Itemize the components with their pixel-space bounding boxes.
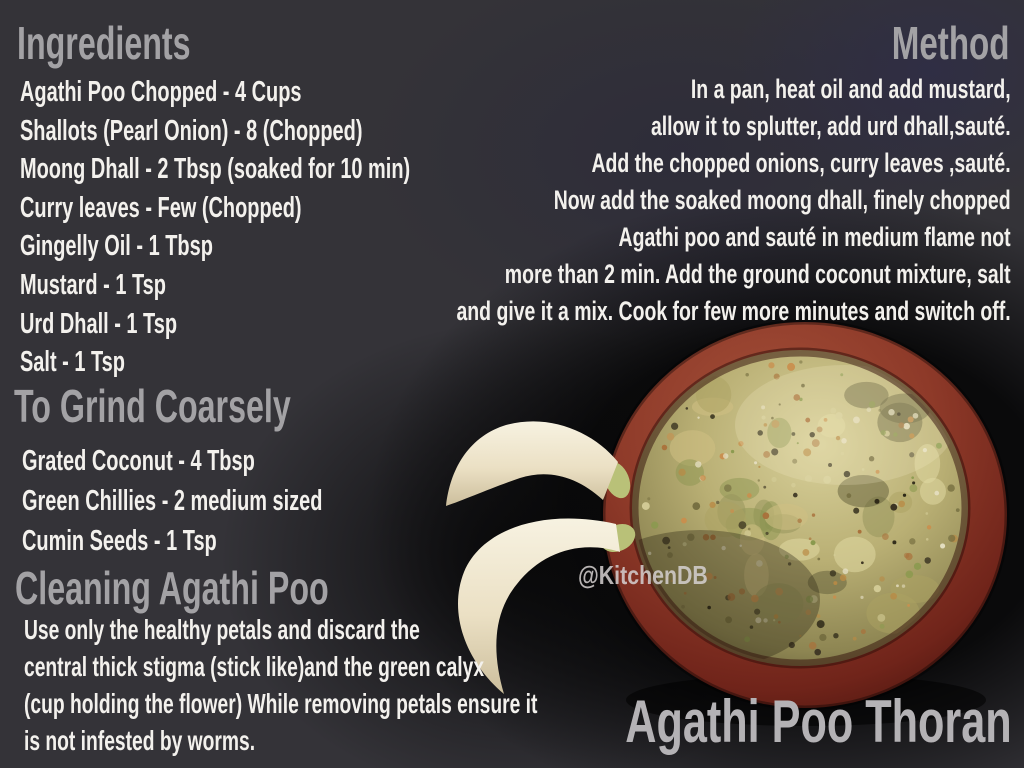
ingredient-item: Moong Dhall - 2 Tbsp (soaked for 10 min) xyxy=(20,153,411,186)
method-line: and give it a mix. Cook for few more minutes and switch off. xyxy=(456,296,1011,326)
ingredient-item: Mustard - 1 Tsp xyxy=(20,268,166,301)
cleaning-heading: Cleaning Agathi Poo xyxy=(15,562,329,614)
method-line: more than 2 min. Add the ground coconut mixture, salt xyxy=(505,259,1011,289)
ingredient-item: Salt - 1 Tsp xyxy=(20,346,125,379)
ingredient-item: Gingelly Oil - 1 Tbsp xyxy=(20,230,213,263)
method-line: Add the chopped onions, curry leaves ,sauté. xyxy=(591,148,1011,178)
method-line: In a pan, heat oil and add mustard, xyxy=(691,74,1011,104)
ingredient-item: Agathi Poo Chopped - 4 Cups xyxy=(20,76,302,108)
cleaning-line: is not infested by worms. xyxy=(24,725,256,756)
method-line: allow it to splutter, add urd dhall,sauté. xyxy=(651,111,1011,141)
method-steps xyxy=(457,71,1011,330)
grind-item: Grated Coconut - 4 Tbsp xyxy=(22,445,255,477)
method-heading: Method xyxy=(892,17,1010,69)
ingredient-item: Curry leaves - Few (Chopped) xyxy=(20,191,302,224)
cleaning-text xyxy=(24,611,537,759)
cleaning-line: central thick stigma (stick like)and the green calyx xyxy=(24,651,485,682)
grind-item: Cumin Seeds - 1 Tsp xyxy=(22,525,217,557)
flower-petal xyxy=(446,421,618,506)
ingredients-heading: Ingredients xyxy=(17,17,191,69)
method-line: Agathi poo and sauté in medium flame not xyxy=(618,222,1011,252)
ingredient-item: Urd Dhall - 1 Tsp xyxy=(20,307,178,340)
cleaning-line: (cup holding the flower) While removing petals ensure it xyxy=(24,688,538,719)
method-line: Now add the soaked moong dhall, finely chopped xyxy=(554,185,1011,215)
cleaning-line: Use only the healthy petals and discard the xyxy=(24,614,420,645)
ingredient-item: Shallots (Pearl Onion) - 8 (Chopped) xyxy=(20,114,363,147)
thoran-bowl xyxy=(580,322,1007,726)
to-grind-list xyxy=(22,441,322,561)
ingredients-list xyxy=(20,73,410,382)
grind-item: Green Chillies - 2 medium sized xyxy=(22,485,323,517)
watermark: @KitchenDB xyxy=(578,560,708,590)
recipe-title: Agathi Poo Thoran xyxy=(625,688,1012,755)
to-grind-heading: To Grind Coarsely xyxy=(14,380,291,432)
